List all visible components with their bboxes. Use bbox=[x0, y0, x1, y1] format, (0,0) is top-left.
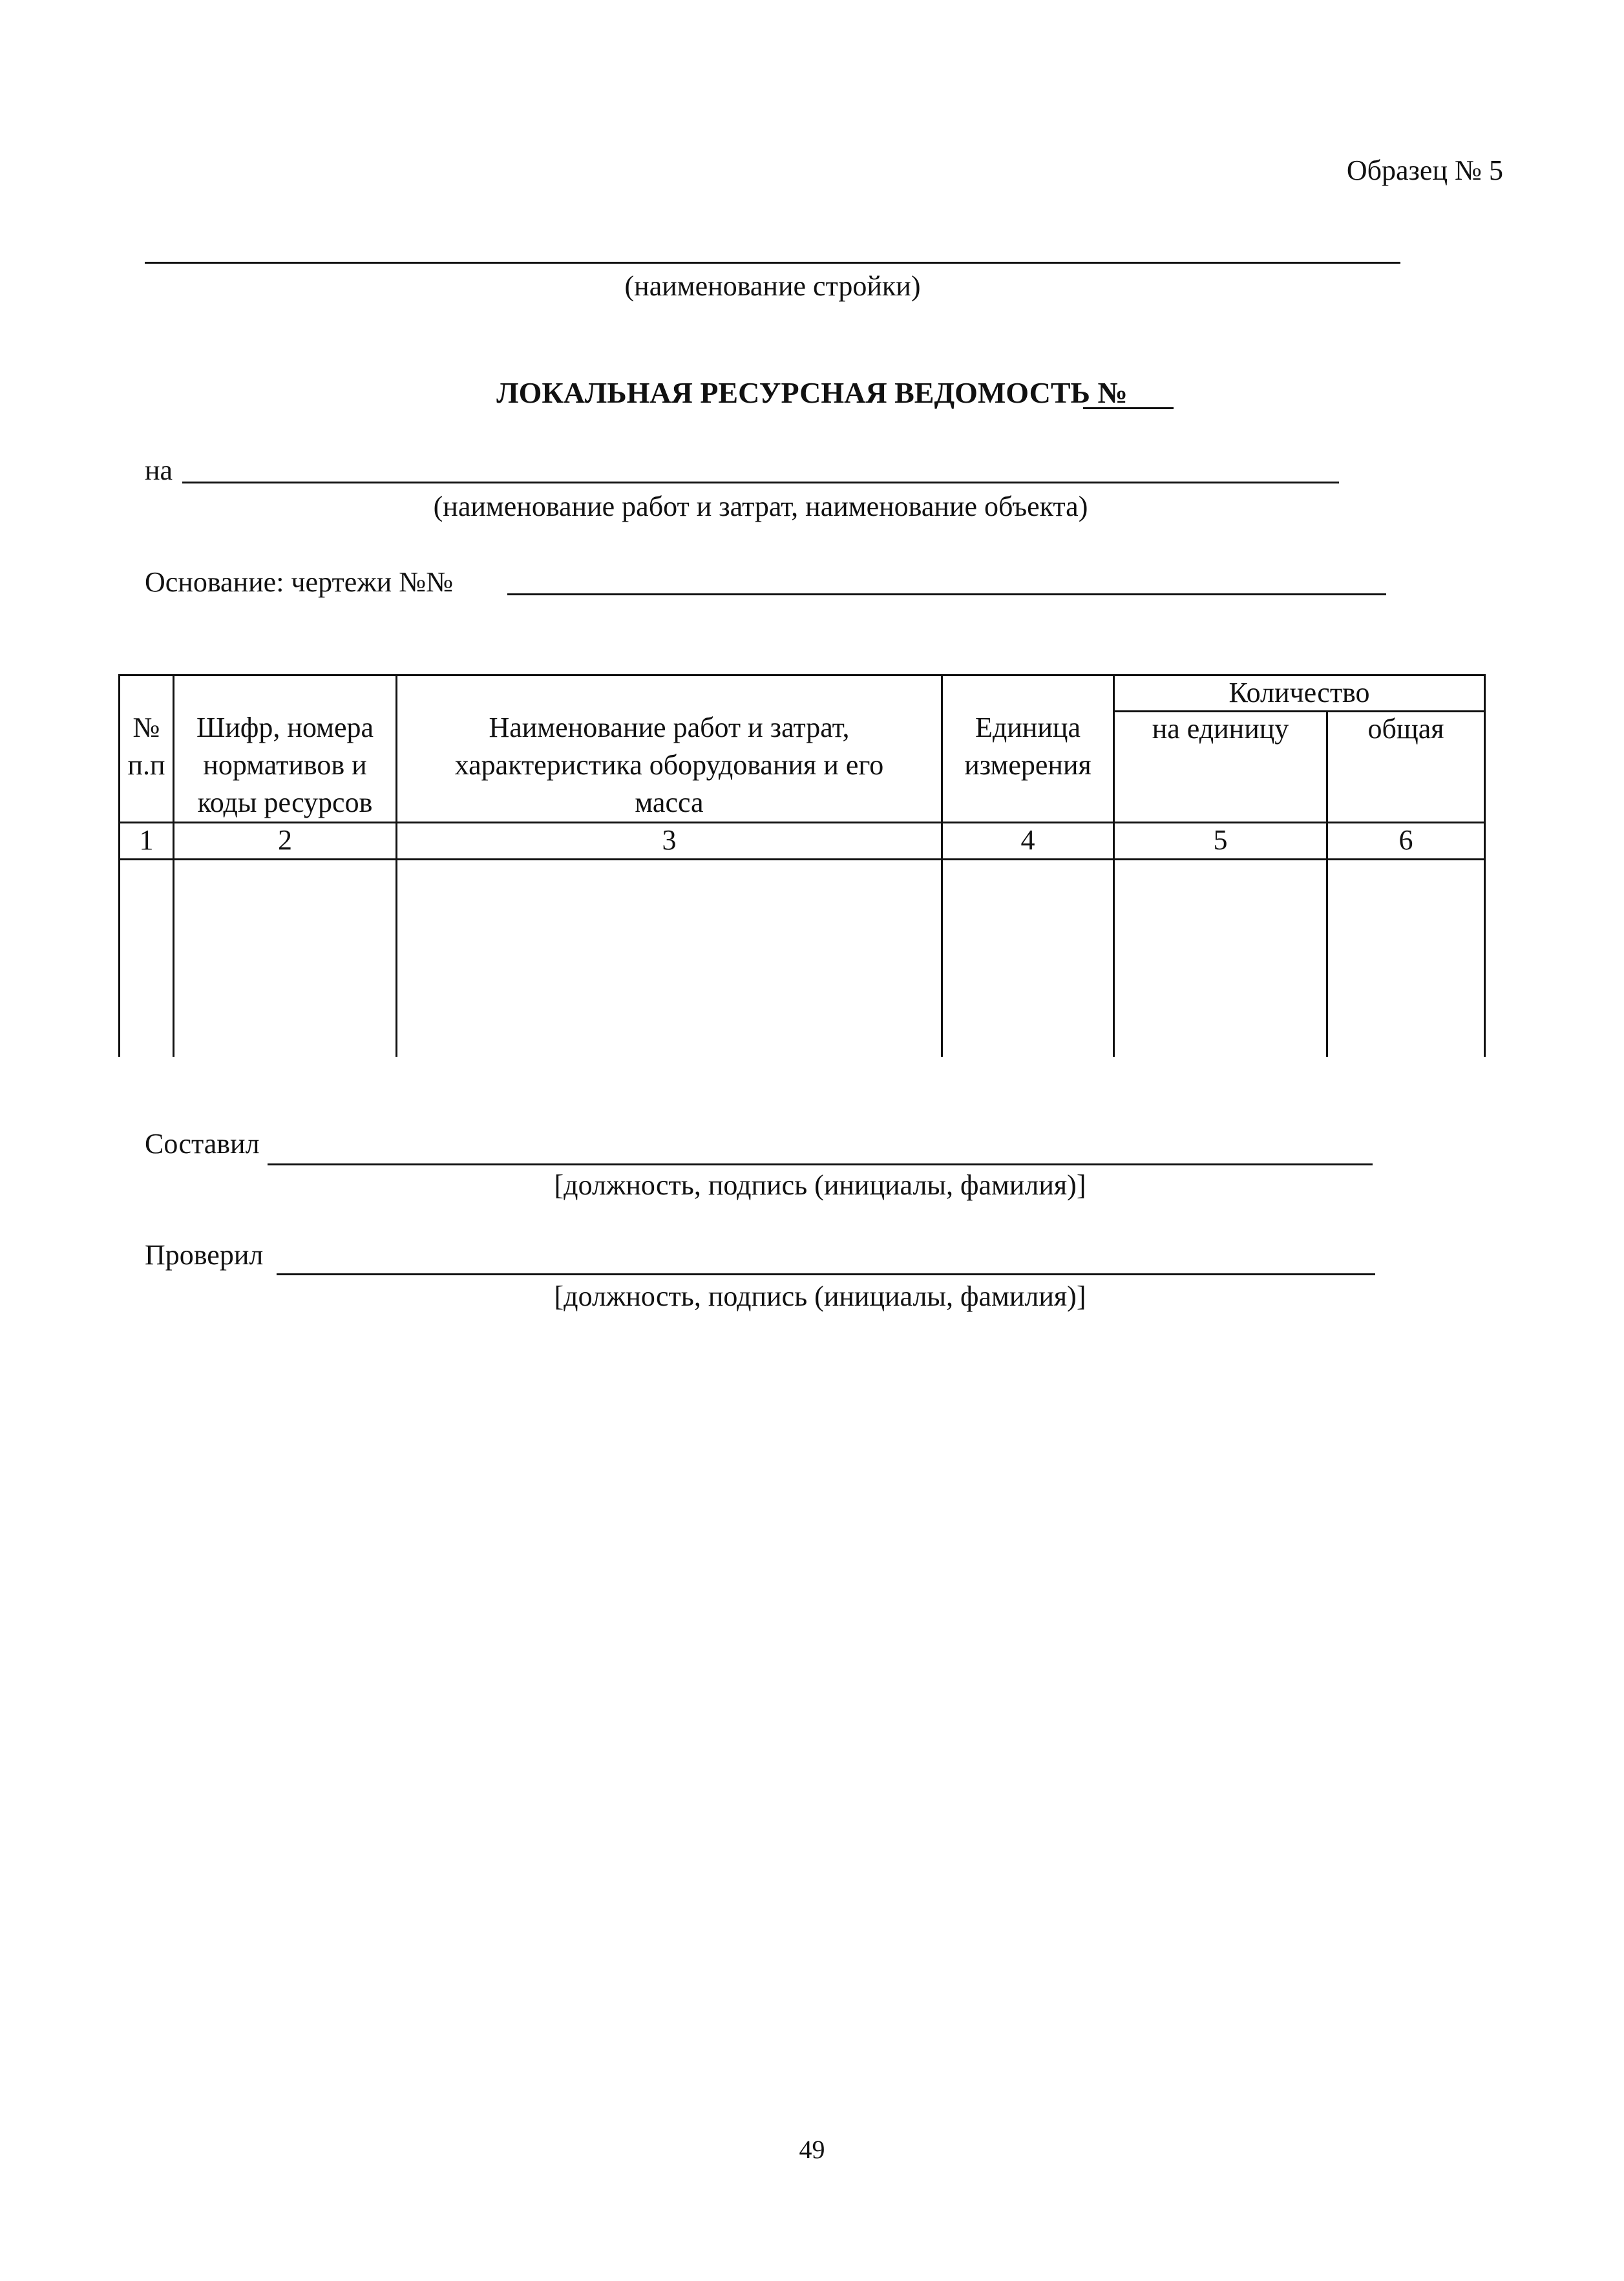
sample-label: Образец № 5 bbox=[1346, 154, 1503, 186]
compiled-by-label: Составил bbox=[145, 1128, 260, 1160]
basis-drawings-line[interactable] bbox=[507, 593, 1386, 595]
column-number-cell: 2 bbox=[278, 824, 292, 856]
header-quantity-per-unit: на единицу bbox=[1152, 713, 1289, 745]
data-cell-quantity-total[interactable] bbox=[1328, 860, 1484, 1057]
header-col-description-line: характеристика оборудования и его bbox=[454, 749, 884, 781]
header-col-unit-line: Единица bbox=[975, 712, 1081, 743]
construction-name-line[interactable] bbox=[145, 262, 1400, 264]
column-number-cell: 1 bbox=[139, 824, 154, 856]
document-title-text: ЛОКАЛЬНАЯ РЕСУРСНАЯ ВЕДОМОСТЬ № bbox=[496, 376, 1128, 409]
header-quantity-total: общая bbox=[1367, 713, 1444, 745]
construction-caption: (наименование стройки) bbox=[624, 270, 921, 302]
column-number-cell: 4 bbox=[1020, 824, 1035, 856]
header-col-code-line: Шифр, номера bbox=[196, 712, 374, 743]
data-cell-description[interactable] bbox=[397, 860, 941, 1057]
header-col-code-line: коды ресурсов bbox=[197, 787, 373, 818]
data-cell-number[interactable] bbox=[120, 860, 173, 1057]
document-number-line[interactable] bbox=[1083, 407, 1174, 409]
header-col-code-line: нормативов и bbox=[203, 749, 367, 781]
resource-table bbox=[118, 674, 1486, 1057]
checked-by-line[interactable] bbox=[277, 1273, 1375, 1275]
header-col-number-line: п.п bbox=[127, 749, 165, 781]
column-number-cell: 3 bbox=[662, 824, 677, 856]
column-number-cell: 5 bbox=[1213, 824, 1228, 856]
page-number: 49 bbox=[799, 2135, 825, 2164]
data-cell-unit[interactable] bbox=[943, 860, 1113, 1057]
header-col-description bbox=[397, 709, 941, 822]
header-col-unit bbox=[943, 709, 1113, 784]
na-label: на bbox=[145, 454, 173, 486]
header-col-description-line: Наименование работ и затрат, bbox=[489, 712, 850, 743]
header-col-description-line: масса bbox=[635, 787, 704, 818]
checked-by-caption: [должность, подпись (инициалы, фамилия)] bbox=[554, 1280, 1086, 1312]
column-number-cell: 6 bbox=[1398, 824, 1413, 856]
works-name-line[interactable] bbox=[182, 482, 1339, 483]
works-name-caption: (наименование работ и затрат, наименование объекта) bbox=[433, 491, 1088, 522]
header-col-number bbox=[120, 709, 173, 784]
compiled-by-line[interactable] bbox=[268, 1163, 1373, 1165]
header-col-unit-line: измерения bbox=[964, 749, 1091, 781]
checked-by-label: Проверил bbox=[145, 1239, 264, 1271]
header-col-number-line: № bbox=[132, 712, 160, 743]
compiled-by-caption: [должность, подпись (инициалы, фамилия)] bbox=[554, 1169, 1086, 1201]
header-col-code bbox=[174, 709, 395, 822]
header-quantity-group: Количество bbox=[1229, 677, 1370, 708]
document-title bbox=[0, 378, 1624, 408]
basis-label: Основание: чертежи №№ bbox=[145, 566, 454, 598]
data-cell-code[interactable] bbox=[174, 860, 395, 1057]
table-right-border bbox=[1484, 674, 1486, 1057]
data-cell-quantity-per-unit[interactable] bbox=[1115, 860, 1326, 1057]
